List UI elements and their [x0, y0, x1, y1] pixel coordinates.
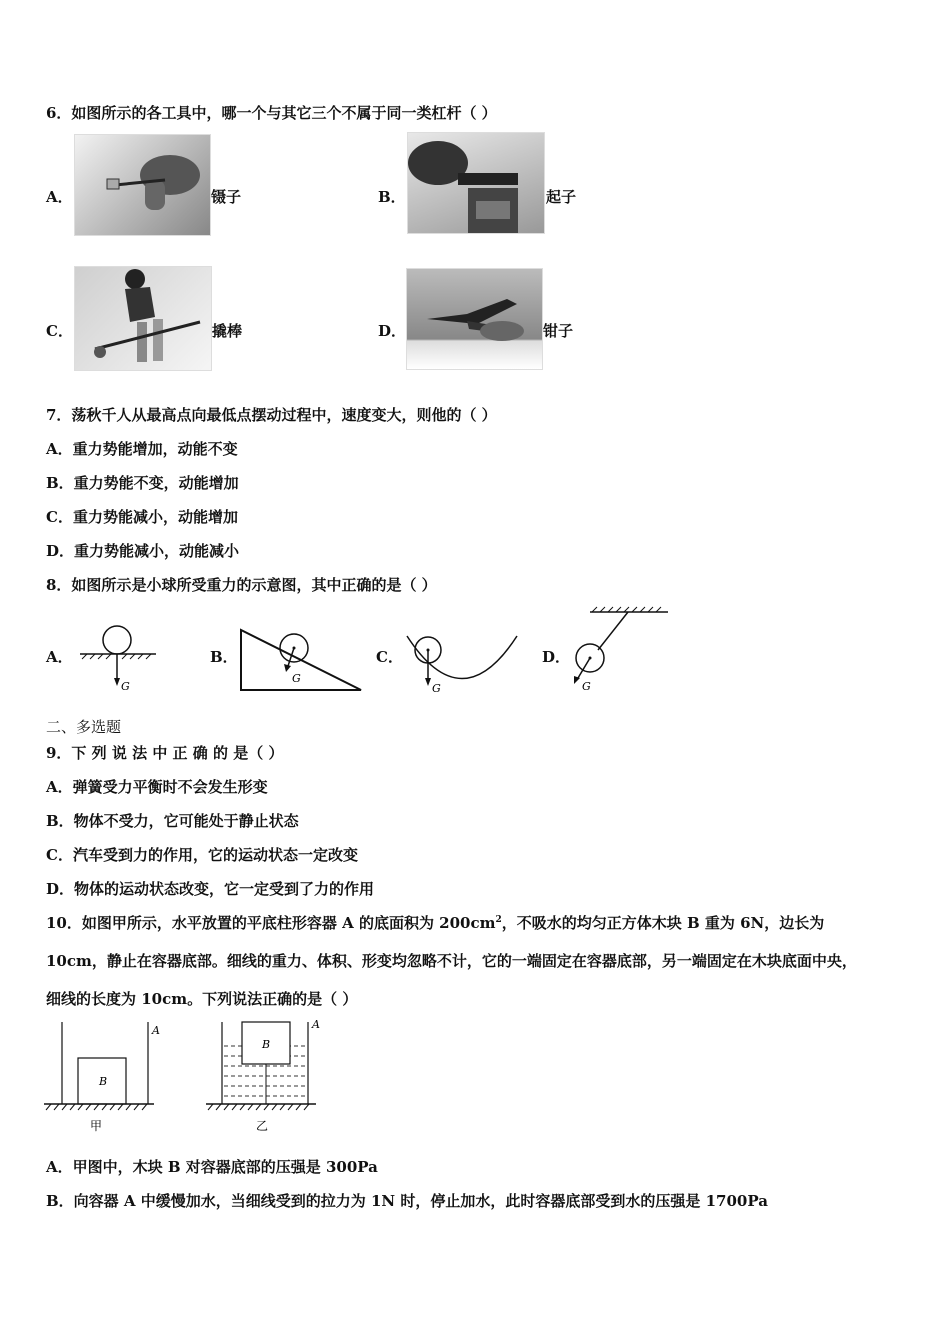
q6-stem: 6．如图所示的各工具中，哪一个与其它三个不属于同一类杠杆（ ） [46, 104, 497, 122]
q8-option-d-letter: D． [542, 648, 571, 666]
q10-yi-caption: 乙 [256, 1119, 269, 1133]
q6-option-a-tool: 镊子 [211, 188, 242, 206]
q6-option-d-tool: 钳子 [543, 322, 574, 340]
q9-option-c: C．汽车受到力的作用，它的运动状态一定改变 [46, 846, 358, 864]
q9-stem: 9．下 列 说 法 中 正 确 的 是（ ） [46, 744, 284, 762]
q8-option-c-letter: C． [376, 648, 403, 666]
q8-c-force-label: G [432, 682, 441, 695]
q6-option-b-tool: 起子 [546, 188, 577, 206]
q8-figure-b [236, 624, 366, 694]
q8-stem: 8．如图所示是小球所受重力的示意图，其中正确的是（ ） [46, 576, 437, 594]
q6-option-d-letter: D． [378, 322, 407, 340]
q7-option-a: A．重力势能增加，动能不变 [46, 440, 238, 458]
q8-option-a-letter: A． [46, 648, 73, 666]
q7-stem: 7．荡秋千人从最高点向最低点摆动过程中，速度变大，则他的（ ） [46, 406, 497, 424]
q8-figure-d [568, 604, 672, 694]
q10-jia-caption: 甲 [90, 1119, 103, 1133]
q10-stem-line-3: 细线的长度为 10cm。下列说法正确的是（ ） [46, 990, 358, 1008]
q10-jia-container-label: A [152, 1024, 160, 1037]
crowbar-photo [74, 266, 212, 371]
q9-option-a: A．弹簧受力平衡时不会发生形变 [46, 778, 268, 796]
q8-figure-c [402, 626, 522, 696]
q10-option-b: B．向容器 A 中缓慢加水，当细线受到的拉力为 1N 时，停止加水，此时容器底部受到水的压强是 1700Pa [46, 1192, 768, 1210]
q8-b-force-label: G [292, 672, 301, 685]
q10-stem-line-1: 10．如图甲所示，水平放置的平底柱形容器 A 的底面积为 $200cm^2$，不吸水的均匀正方体木块 B 重为 6N，边长为 [46, 914, 825, 932]
q8-d-force-label: G [582, 680, 591, 693]
q8-option-b-letter: B． [210, 648, 238, 666]
q8-a-force-label: G [121, 680, 130, 693]
pliers-photo [406, 268, 543, 370]
q7-option-b: B．重力势能不变，动能增加 [46, 474, 239, 492]
section-2-heading: 二、多选题 [46, 718, 122, 736]
q9-option-d: D．物体的运动状态改变，它一定受到了力的作用 [46, 880, 375, 898]
q10-figure-jia [42, 1018, 162, 1138]
q6-option-c-tool: 撬棒 [212, 322, 243, 340]
q6-option-b-letter: B． [378, 188, 406, 206]
q6-option-c-letter: C． [46, 322, 73, 340]
q8-figure-a [72, 618, 162, 694]
q10-jia-block-label: B [99, 1075, 108, 1088]
q9-option-b: B．物体不受力，它可能处于静止状态 [46, 812, 299, 830]
bottle-opener-photo [407, 132, 545, 234]
tweezers-photo [74, 134, 211, 236]
q10-yi-block-label: B [262, 1038, 271, 1051]
q7-option-d: D．重力势能减小，动能减小 [46, 542, 240, 560]
q10-stem-line-2: 10cm，静止在容器底部。细线的重力、体积、形变均忽略不计，它的一端固定在容器底部，另一端固定在木块底面中央， [46, 952, 857, 970]
q6-option-a-letter: A． [46, 188, 73, 206]
q10-figure-yi [204, 1018, 334, 1138]
q10-option-a: A．甲图中，木块 B 对容器底部的压强是 300Pa [46, 1158, 378, 1176]
q10-yi-container-label: A [312, 1018, 320, 1031]
q7-option-c: C．重力势能减小，动能增加 [46, 508, 238, 526]
